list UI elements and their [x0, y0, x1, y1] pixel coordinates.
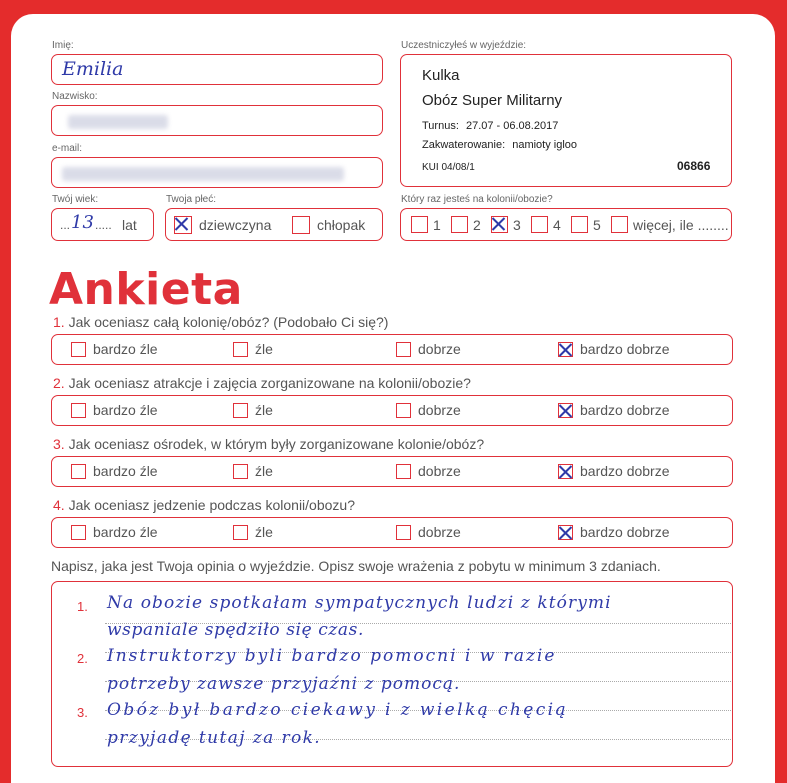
- gender-option-girl-label: dziewczyna: [199, 217, 272, 233]
- checkbox-bardzo-dobrze-checked[interactable]: [558, 464, 573, 479]
- rating-row-3: [51, 456, 733, 487]
- question-2: [53, 375, 471, 391]
- gender-option-boy-label: chłopak: [317, 217, 366, 233]
- rating-option[interactable]: [233, 402, 273, 418]
- gender-label: Twoja płeć:: [166, 194, 217, 205]
- opinion-line-6: przyjadę tutaj za rok.: [107, 728, 322, 748]
- checkbox-zle[interactable]: [233, 525, 248, 540]
- age-prefix-dots: ...: [60, 218, 71, 232]
- checkbox-bardzo-zle[interactable]: [71, 403, 86, 418]
- times-option-1[interactable]: [411, 216, 441, 233]
- rating-option[interactable]: [396, 463, 461, 479]
- rating-option[interactable]: [233, 341, 273, 357]
- age-field[interactable]: [51, 208, 154, 241]
- checkbox-bardzo-dobrze-checked[interactable]: [558, 342, 573, 357]
- opinion-line-5: Obóz był bardzo ciekawy i z wielką chęcią: [107, 700, 569, 720]
- times-option-3[interactable]: [491, 216, 521, 233]
- question-text: Jak oceniasz ośrodek, w którym były zorganizowane kolonie/obóz?: [68, 436, 485, 452]
- housing-label: Zakwaterowanie:: [422, 139, 506, 151]
- turnus-label: Turnus:: [422, 120, 459, 132]
- checkbox-zle[interactable]: [233, 464, 248, 479]
- rating-option[interactable]: [558, 341, 670, 357]
- rating-label: bardzo źle: [93, 341, 158, 357]
- times-option-more[interactable]: [611, 216, 729, 233]
- camp-turnus: [422, 120, 558, 132]
- question-number: 1.: [53, 314, 65, 330]
- question-text: Jak oceniasz atrakcje i zajęcia zorganizowane na kolonii/obozie?: [68, 375, 471, 391]
- surname-label: Nazwisko:: [52, 91, 98, 102]
- checkbox-times-1[interactable]: [411, 216, 428, 233]
- times-option-4[interactable]: [531, 216, 561, 233]
- times-option-4-label: 4: [553, 216, 561, 233]
- email-label: e-mail:: [52, 143, 83, 154]
- camp-housing: [422, 139, 577, 151]
- rating-option[interactable]: [558, 463, 670, 479]
- checkbox-bardzo-zle[interactable]: [71, 525, 86, 540]
- rating-row-1: [51, 334, 733, 365]
- age-label: Twój wiek:: [52, 194, 99, 205]
- rating-option[interactable]: [71, 341, 158, 357]
- rating-label: dobrze: [418, 524, 461, 540]
- gender-option-girl[interactable]: [174, 216, 271, 234]
- opinion-number-1: 1.: [77, 599, 88, 614]
- opinion-line-2: wspaniale spędziło się czas.: [107, 620, 364, 640]
- opinion-line-4: potrzeby zawsze przyjaźni z pomocą.: [107, 674, 461, 694]
- question-text: Jak oceniasz całą kolonię/obóz? (Podobało Ci się?): [68, 314, 389, 330]
- checkbox-dobrze[interactable]: [396, 525, 411, 540]
- rating-label: bardzo dobrze: [580, 463, 670, 479]
- email-field[interactable]: [51, 157, 383, 188]
- question-number: 2.: [53, 375, 65, 391]
- times-option-5[interactable]: [571, 216, 601, 233]
- rating-option[interactable]: [558, 524, 670, 540]
- rating-option[interactable]: [71, 524, 158, 540]
- rating-label: dobrze: [418, 341, 461, 357]
- surname-redacted: [68, 115, 168, 129]
- gender-field: [165, 208, 383, 241]
- checkbox-times-3-checked[interactable]: [491, 216, 508, 233]
- rating-label: źle: [255, 463, 273, 479]
- name-field[interactable]: [51, 54, 383, 85]
- rating-label: bardzo dobrze: [580, 402, 670, 418]
- rating-label: źle: [255, 524, 273, 540]
- age-suffix-dots: .....: [95, 218, 112, 232]
- times-option-5-label: 5: [593, 216, 601, 233]
- question-number: 3.: [53, 436, 65, 452]
- rating-label: bardzo źle: [93, 402, 158, 418]
- camp-info-box: [400, 54, 732, 187]
- survey-sheet: [11, 14, 775, 783]
- times-option-more-label: więcej, ile ........: [633, 216, 729, 233]
- rating-option[interactable]: [233, 463, 273, 479]
- housing-value: namioty igloo: [512, 139, 578, 151]
- checkbox-zle[interactable]: [233, 342, 248, 357]
- question-1: [53, 314, 388, 330]
- opinion-line-3: Instruktorzy byli bardzo pomocni i w razie: [107, 646, 557, 666]
- camp-code: KUI 04/08/1: [422, 162, 475, 173]
- age-value: 13: [71, 212, 94, 233]
- checkbox-times-5[interactable]: [571, 216, 588, 233]
- checkbox-girl-checked[interactable]: [174, 216, 192, 234]
- checkbox-bardzo-zle[interactable]: [71, 342, 86, 357]
- checkbox-bardzo-dobrze-checked[interactable]: [558, 525, 573, 540]
- turnus-value: 27.07 - 06.08.2017: [465, 120, 559, 132]
- survey-title: Ankieta: [49, 264, 243, 315]
- opinion-line-1: Na obozie spotkałam sympatycznych ludzi z którymi: [107, 593, 612, 613]
- checkbox-bardzo-dobrze-checked[interactable]: [558, 403, 573, 418]
- name-label: Imię:: [52, 40, 74, 51]
- rating-row-2: [51, 395, 733, 426]
- rating-option[interactable]: [558, 402, 670, 418]
- question-text: Jak oceniasz jedzenie podczas kolonii/obozu?: [68, 497, 355, 513]
- opinion-number-3: 3.: [77, 705, 88, 720]
- times-option-3-label: 3: [513, 216, 521, 233]
- checkbox-zle[interactable]: [233, 403, 248, 418]
- times-option-2[interactable]: [451, 216, 481, 233]
- checkbox-dobrze[interactable]: [396, 342, 411, 357]
- checkbox-bardzo-zle[interactable]: [71, 464, 86, 479]
- question-4: [53, 497, 355, 513]
- times-field: [400, 208, 732, 241]
- email-redacted: [62, 167, 344, 181]
- checkbox-boy[interactable]: [292, 216, 310, 234]
- checkbox-times-more[interactable]: [611, 216, 628, 233]
- rating-option[interactable]: [233, 524, 273, 540]
- camp-label: Uczestniczyłeś w wyjeździe:: [401, 40, 527, 51]
- times-option-2-label: 2: [473, 216, 481, 233]
- rating-label: bardzo źle: [93, 524, 158, 540]
- question-3: [53, 436, 484, 452]
- name-value: Emilia: [62, 58, 124, 80]
- rating-label: dobrze: [418, 463, 461, 479]
- rating-label: źle: [255, 341, 273, 357]
- rating-option[interactable]: [71, 402, 158, 418]
- rating-option[interactable]: [71, 463, 158, 479]
- times-label: Który raz jesteś na kolonii/obozie?: [401, 194, 553, 205]
- rating-row-4: [51, 517, 733, 548]
- rating-label: źle: [255, 402, 273, 418]
- rating-option[interactable]: [396, 402, 461, 418]
- checkbox-dobrze[interactable]: [396, 464, 411, 479]
- camp-number: 06866: [677, 159, 711, 173]
- rating-option[interactable]: [396, 524, 461, 540]
- opinion-prompt: Napisz, jaka jest Twoja opinia o wyjeździe. Opisz swoje wrażenia z pobytu w minimum 3 zdaniach.: [51, 558, 661, 574]
- rating-label: dobrze: [418, 402, 461, 418]
- rating-option[interactable]: [396, 341, 461, 357]
- checkbox-times-2[interactable]: [451, 216, 468, 233]
- question-number: 4.: [53, 497, 65, 513]
- checkbox-times-4[interactable]: [531, 216, 548, 233]
- camp-name: Obóz Super Militarny: [422, 92, 563, 109]
- surname-field[interactable]: [51, 105, 383, 136]
- age-unit: lat: [122, 217, 137, 233]
- gender-option-boy[interactable]: [292, 216, 365, 234]
- camp-organizer: Kulka: [422, 67, 460, 84]
- times-option-1-label: 1: [433, 216, 441, 233]
- checkbox-dobrze[interactable]: [396, 403, 411, 418]
- rating-label: bardzo dobrze: [580, 341, 670, 357]
- rating-label: bardzo źle: [93, 463, 158, 479]
- rating-label: bardzo dobrze: [580, 524, 670, 540]
- opinion-number-2: 2.: [77, 651, 88, 666]
